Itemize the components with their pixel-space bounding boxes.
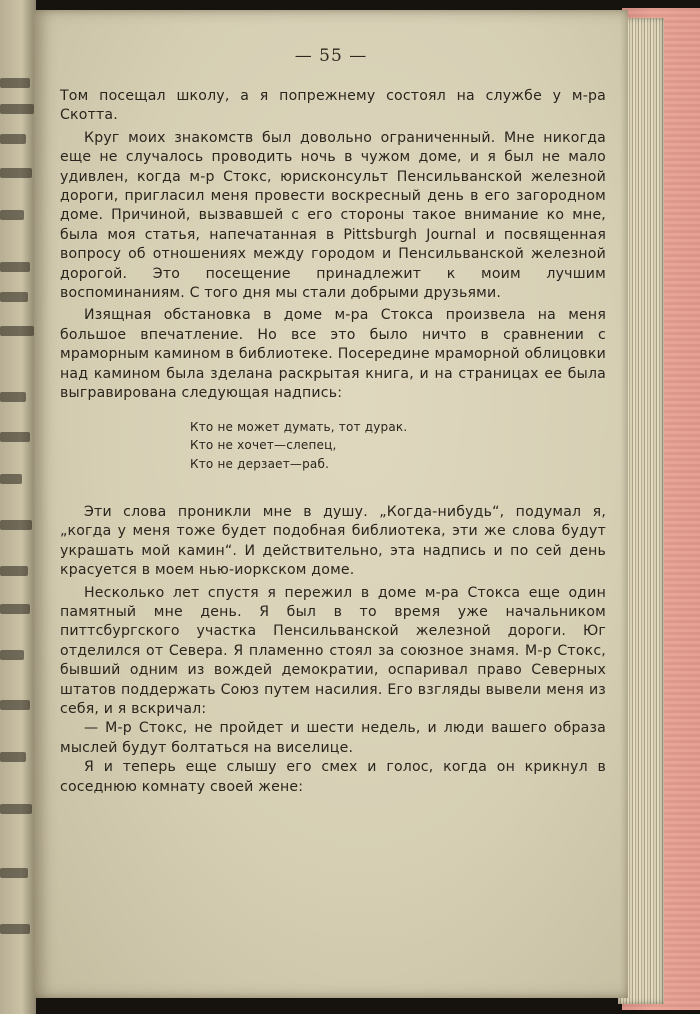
quote-line: Кто не может думать, тот дурак. xyxy=(190,419,408,434)
left-page-text-fragment xyxy=(0,326,34,336)
paragraph: Я и теперь еще слышу его смех и голос, когда он крикнул в соседнюю комнату своей жене: xyxy=(60,759,606,795)
left-page-text-fragment xyxy=(0,566,28,576)
left-page-text-fragment xyxy=(0,604,30,614)
left-page-text-fragment xyxy=(0,924,30,934)
paragraph: Изящная обстановка в доме м-ра Стокса произвела на меня большое впечатление. Но все это было ничто в сравнении с мраморным камином в библиотеке. Посередине мраморной облицовки над камином была зделана раскрытая книга, и на страницах ее была выгравирована следующая надпись: xyxy=(60,307,606,402)
left-page-text-fragment xyxy=(0,168,32,178)
left-page-text-fragment xyxy=(0,804,32,814)
left-page-text-fragment xyxy=(0,134,26,144)
left-page-text-fragment xyxy=(0,700,30,710)
quote-line: Кто не дерзает—раб. xyxy=(190,456,330,471)
book-page xyxy=(34,10,628,998)
left-facing-page xyxy=(0,0,36,1014)
inscription-quote xyxy=(190,418,606,474)
page-body-text xyxy=(60,87,606,797)
left-page-text-fragment xyxy=(0,474,22,484)
left-page-text-fragment xyxy=(0,392,26,402)
quote-line: Кто не хочет—слепец, xyxy=(190,438,337,452)
paragraph: Эти слова проникли мне в душу. „Когда-нибудь“, подумал я, „когда у меня тоже будет подобная библиотека, эти же слова будут украшать мой камин“. И действительно, эта надпись и по сей день красуется в моем нью-иоркском доме. xyxy=(60,504,606,579)
left-page-text-fragment xyxy=(0,78,30,88)
left-page-text-fragment xyxy=(0,520,32,530)
page-number: — 55 — xyxy=(294,46,368,66)
left-page-text-fragment xyxy=(0,752,26,762)
left-page-text-fragment xyxy=(0,262,30,272)
paragraph: Том посещал школу, а я попрежнему состоял на службе у м-ра Скотта. xyxy=(60,88,606,124)
left-page-text-fragment xyxy=(0,868,28,878)
left-page-text-fragment xyxy=(0,292,28,302)
left-page-text-fragment xyxy=(0,432,30,442)
left-page-text-fragment xyxy=(0,650,24,660)
paragraph: — М-р Стокс, не пройдет и шести недель, и люди вашего образа мыслей будут болтаться на виселице. xyxy=(60,720,606,756)
paragraph: Круг моих знакомств был довольно ограниченный. Мне никогда еще не случалось проводить ночь в чужом доме, и я был не мало удивлен, когда м-р Стокс, юрисконсульт Пенсильванской железной дороги, пригласил меня провести воскресный день в его загородном доме. Причиной, вызвавшей с его стороны такое внимание ко мне, была моя статья, напечатанная в Pittsburgh Journal и посвященная вопросу об отношениях между городом и Пенсильванской железной дорогой. Это посещение принадлежит к моим лучшим воспоминаниям. С того дня мы стали добрыми друзьями. xyxy=(60,129,606,302)
left-page-text-fragment xyxy=(0,104,34,114)
left-page-text-fragment xyxy=(0,210,24,220)
paragraph: Несколько лет спустя я пережил в доме м-ра Стокса еще один памятный мне день. Я был в то время уже начальником питтсбургского участка Пенсильванской железной дороги. Юг отделился от Севера. Я пламенно стоял за союзное знамя. М-р Стокс, бывший одним из вождей демократии, оспаривал право Северных штатов поддержать Союз путем насилия. Его взгляды вывели меня из себя, и я вскричал: xyxy=(60,584,606,718)
